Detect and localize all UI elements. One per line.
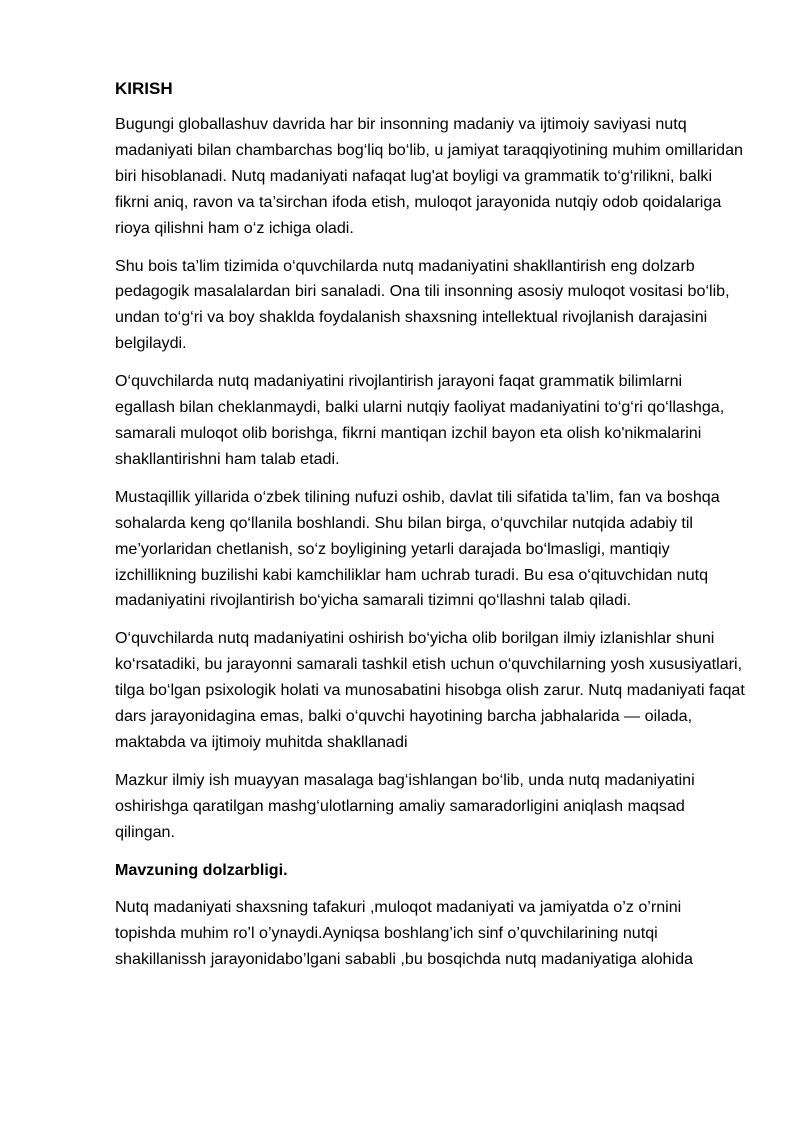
paragraph-2: Shu bois ta’lim tizimida o‘quvchilarda nutq madaniyatini shakllantirish eng dolzarb pedagogik masalalardan biri sanaladi. Ona tili insonning asosiy muloqot vositasi bo‘lib, undan to‘g‘ri va boy shaklda foydalanish shaxsning intellektual rivojlanish darajasini belgilaydi. bbox=[115, 256, 730, 353]
document-body bbox=[115, 78, 745, 985]
subsection-title: Mavzuning dolzarbligi. bbox=[115, 860, 288, 879]
paragraph-6: Mazkur ilmiy ish muayyan masalaga bag‘ishlangan bo‘lib, unda nutq madaniyatini oshirishga qaratilgan mashg‘ulotlarning amaliy samaradorligini aniqlash maqsad qilingan. bbox=[115, 770, 695, 841]
paragraph-3: O‘quvchilarda nutq madaniyatini rivojlantirish jarayoni faqat grammatik bilimlarni egallash bilan cheklanmaydi, balki ularni nutqiy faoliyat madaniyatini to‘g‘ri qo‘llashga, samarali muloqot olib borishga, fikrni mantiqan izchil bayon eta olish ko'nikmalarini shakllantirishni ham talab etadi. bbox=[115, 372, 725, 468]
paragraph-1: Bugungi globallashuv davrida har bir insonning madaniy va ijtimoiy saviyasi nutq madaniyati bilan chambarchas bog‘liq bo‘lib, u jamiyat taraqqiyotining muhim omillaridan biri hisoblanadi. Nutq madaniyati nafaqat lug'at boyligi va grammatik to‘g‘rilikni, balki fikrni aniq, ravon va ta’sirchan ifoda etish, muloqot jarayonida nutqiy odob qoidalariga rioya qilishni ham o‘z ichiga oladi. bbox=[115, 115, 743, 237]
paragraph-5: O‘quvchilarda nutq madaniyatini oshirish bo‘yicha olib borilgan ilmiy izlanishlar shuni ko‘rsatadiki, bu jarayonni samarali tashkil etish uchun o‘quvchilarning yosh xususiyatlari, tilga bo‘lgan psixologik holati va munosabatini hisobga olish zarur. Nutq madaniyati faqat dars jarayonidagina emas, balki o‘quvchi hayotining barcha jabhalarida — oilada, maktabda va ijtimoiy muhitda shakllanadi bbox=[115, 629, 745, 751]
section-title: KIRISH bbox=[115, 79, 173, 98]
paragraph-7: Nutq madaniyati shaxsning tafakuri ,muloqot madaniyati va jamiyatda o’z o’rnini topishda muhim ro’l o’ynaydi.Ayniqsa boshlang’ich sinf o’quvchilarining nutqi shakillanissh jarayonidabo’lgani sababli ,bu bosqichda nutq madaniyatiga alohida bbox=[115, 898, 693, 969]
paragraph-4: Mustaqillik yillarida o‘zbek tilining nufuzi oshib, davlat tili sifatida ta’lim, fan va boshqa sohalarda keng qo‘llanila boshlandi. Shu bilan birga, o‘quvchilar nutqida adabiy til me’yorlaridan chetlanish, so‘z boyligining yetarli darajada bo‘lmasligi, mantiqiy izchillikning buzilishi kabi kamchiliklar ham uchrab turadi. Bu esa o‘qituvchidan nutq madaniyatini rivojlantirish bo‘yicha samarali tizimni qo‘llashni talab qiladi. bbox=[115, 487, 720, 610]
